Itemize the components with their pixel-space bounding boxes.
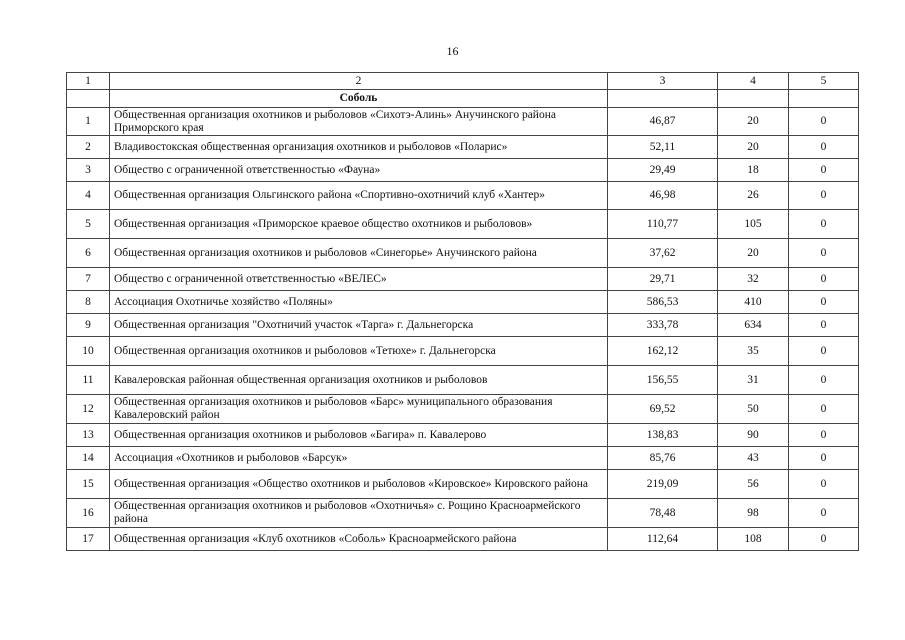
col5-value: 0 — [789, 291, 859, 314]
row-number: 10 — [67, 337, 110, 366]
area-value: 78,48 — [608, 499, 718, 528]
organization-name: Кавалеровская районная общественная организация охотников и рыболовов — [110, 366, 608, 395]
area-value: 46,98 — [608, 182, 718, 210]
col5-value: 0 — [789, 528, 859, 551]
area-value: 52,11 — [608, 136, 718, 159]
col5-value: 0 — [789, 268, 859, 291]
row-number: 14 — [67, 447, 110, 470]
area-value: 156,55 — [608, 366, 718, 395]
row-number: 6 — [67, 239, 110, 268]
organization-name: Общественная организация охотников и рыболовов «Сихотэ-Алинь» Анучинского района Приморского края — [110, 108, 608, 136]
col5-value: 0 — [789, 470, 859, 499]
organization-name: Общественная организация «Клуб охотников «Соболь» Красноармейского района — [110, 528, 608, 551]
area-value: 162,12 — [608, 337, 718, 366]
organization-name: Общественная организация охотников и рыболовов «Тетюхе» г. Дальнегорска — [110, 337, 608, 366]
organization-name: Общественная организация Ольгинского района «Спортивно-охотничий клуб «Хантер» — [110, 182, 608, 210]
table-row — [67, 395, 859, 424]
area-value: 69,52 — [608, 395, 718, 424]
col5-value: 0 — [789, 366, 859, 395]
column-header: 5 — [789, 73, 859, 90]
table-row — [67, 268, 859, 291]
row-number: 9 — [67, 314, 110, 337]
row-number: 4 — [67, 182, 110, 210]
quota-value: 50 — [718, 395, 789, 424]
area-value: 219,09 — [608, 470, 718, 499]
organization-name: Ассоциация Охотничье хозяйство «Поляны» — [110, 291, 608, 314]
quota-value: 20 — [718, 239, 789, 268]
table-row — [67, 159, 859, 182]
organization-name: Общество с ограниченной ответственностью «Фауна» — [110, 159, 608, 182]
organization-name: Ассоциация «Охотников и рыболовов «Барсук» — [110, 447, 608, 470]
organization-name: Общественная организация охотников и рыболовов «Синегорье» Анучинского района — [110, 239, 608, 268]
quota-value: 410 — [718, 291, 789, 314]
row-number: 16 — [67, 499, 110, 528]
table-row — [67, 136, 859, 159]
area-value: 586,53 — [608, 291, 718, 314]
quota-value: 98 — [718, 499, 789, 528]
column-header: 4 — [718, 73, 789, 90]
table-row — [67, 499, 859, 528]
table-row — [67, 447, 859, 470]
table-row — [67, 108, 859, 136]
organization-name: Общественная организация «Приморское краевое общество охотников и рыболовов» — [110, 210, 608, 239]
row-number: 7 — [67, 268, 110, 291]
area-value: 85,76 — [608, 447, 718, 470]
area-value: 333,78 — [608, 314, 718, 337]
col5-value: 0 — [789, 395, 859, 424]
row-number: 17 — [67, 528, 110, 551]
col5-value: 0 — [789, 337, 859, 366]
quota-value: 26 — [718, 182, 789, 210]
quota-value: 56 — [718, 470, 789, 499]
quota-value: 108 — [718, 528, 789, 551]
table-row — [67, 314, 859, 337]
quota-value: 105 — [718, 210, 789, 239]
row-number: 13 — [67, 424, 110, 447]
col5-value: 0 — [789, 159, 859, 182]
table-row — [67, 210, 859, 239]
organization-name: Общественная организация "Охотничий участок «Тарга» г. Дальнегорска — [110, 314, 608, 337]
organization-name: Общество с ограниченной ответственностью «ВЕЛЕС» — [110, 268, 608, 291]
area-value: 110,77 — [608, 210, 718, 239]
data-table — [66, 72, 859, 551]
row-number: 5 — [67, 210, 110, 239]
table-row — [67, 424, 859, 447]
empty-cell — [67, 90, 110, 108]
row-number: 8 — [67, 291, 110, 314]
organization-name: Общественная организация охотников и рыболовов «Барс» муниципального образования Кавалеровский район — [110, 395, 608, 424]
row-number: 12 — [67, 395, 110, 424]
empty-cell — [789, 90, 859, 108]
column-header: 1 — [67, 73, 110, 90]
col5-value: 0 — [789, 499, 859, 528]
quota-value: 90 — [718, 424, 789, 447]
row-number: 11 — [67, 366, 110, 395]
empty-cell — [608, 90, 718, 108]
empty-cell — [718, 90, 789, 108]
area-value: 29,71 — [608, 268, 718, 291]
quota-value: 20 — [718, 136, 789, 159]
row-number: 15 — [67, 470, 110, 499]
organization-name: Общественная организация охотников и рыболовов «Багира» п. Кавалерово — [110, 424, 608, 447]
organization-name: Общественная организация «Общество охотников и рыболовов «Кировское» Кировского района — [110, 470, 608, 499]
quota-value: 31 — [718, 366, 789, 395]
col5-value: 0 — [789, 108, 859, 136]
table-row — [67, 239, 859, 268]
table-row — [67, 528, 859, 551]
col5-value: 0 — [789, 314, 859, 337]
col5-value: 0 — [789, 424, 859, 447]
column-header: 2 — [110, 73, 608, 90]
quota-value: 634 — [718, 314, 789, 337]
table-row — [67, 337, 859, 366]
col5-value: 0 — [789, 239, 859, 268]
col5-value: 0 — [789, 210, 859, 239]
organization-name: Общественная организация охотников и рыболовов «Охотничья» с. Рощино Красноармейского района — [110, 499, 608, 528]
area-value: 112,64 — [608, 528, 718, 551]
quota-value: 18 — [718, 159, 789, 182]
quota-value: 32 — [718, 268, 789, 291]
table-row — [67, 470, 859, 499]
section-row — [67, 90, 859, 108]
row-number: 1 — [67, 108, 110, 136]
table-row — [67, 291, 859, 314]
page-number: 16 — [446, 44, 459, 58]
col5-value: 0 — [789, 182, 859, 210]
row-number: 3 — [67, 159, 110, 182]
area-value: 37,62 — [608, 239, 718, 268]
area-value: 138,83 — [608, 424, 718, 447]
organization-name: Владивостокская общественная организация охотников и рыболовов «Поларис» — [110, 136, 608, 159]
quota-value: 35 — [718, 337, 789, 366]
row-number: 2 — [67, 136, 110, 159]
area-value: 29,49 — [608, 159, 718, 182]
table-row — [67, 366, 859, 395]
section-title: Соболь — [110, 90, 608, 108]
col5-value: 0 — [789, 447, 859, 470]
area-value: 46,87 — [608, 108, 718, 136]
quota-value: 43 — [718, 447, 789, 470]
col5-value: 0 — [789, 136, 859, 159]
column-header: 3 — [608, 73, 718, 90]
table-row — [67, 182, 859, 210]
header-row — [67, 73, 859, 90]
quota-value: 20 — [718, 108, 789, 136]
